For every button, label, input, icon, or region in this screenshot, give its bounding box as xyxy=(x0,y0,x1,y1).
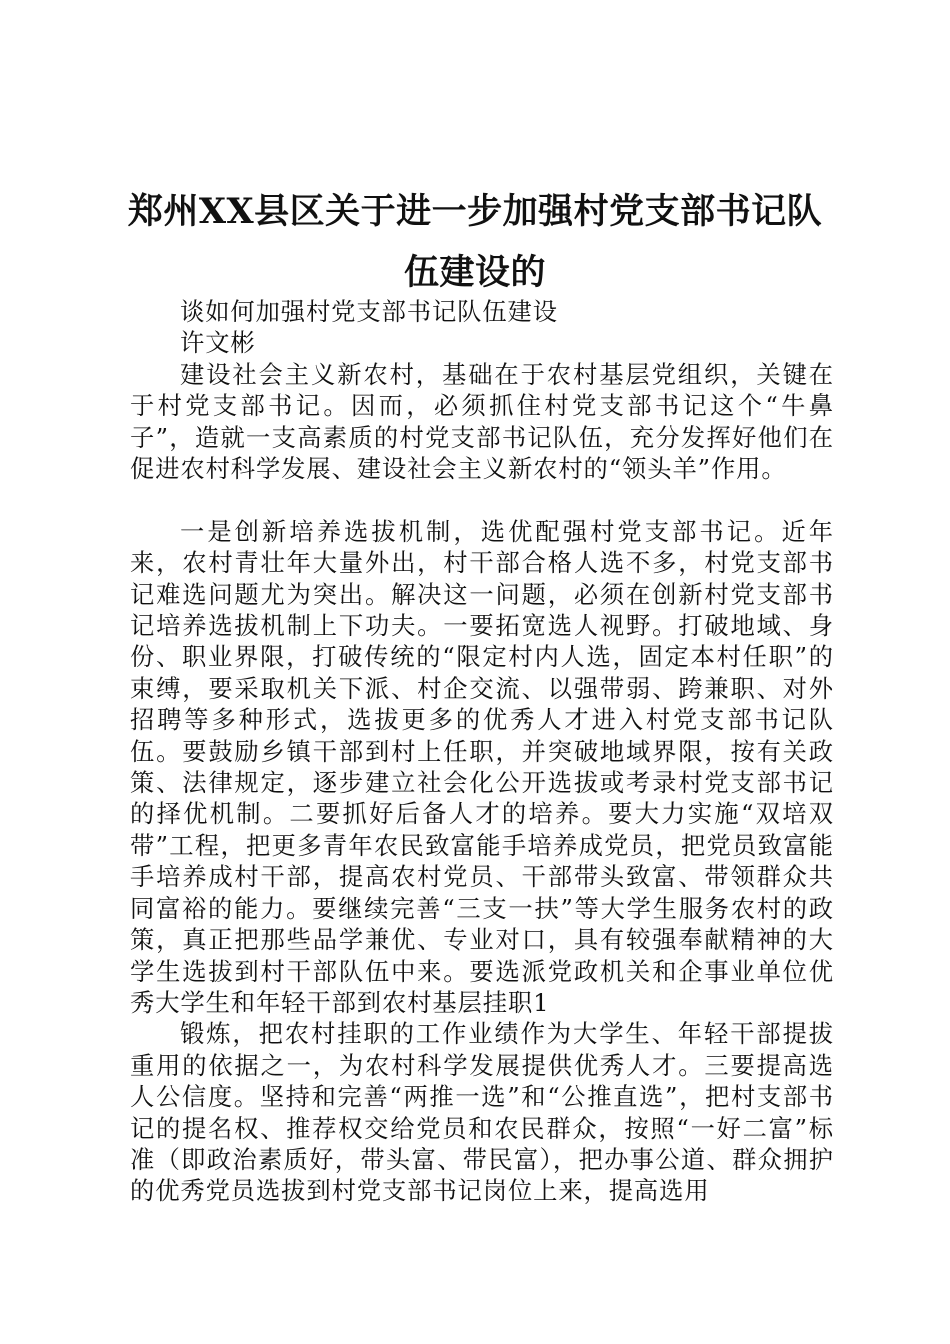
document-title-line-1: 郑州XX县区关于进一步加强村党支部书记队 xyxy=(127,191,823,232)
subtitle: 谈如何加强村党支部书记队伍建设 xyxy=(180,297,558,326)
author: 许文彬 xyxy=(180,328,256,358)
paragraph-section-one: 一是创新培养选拔机制，选优配强村党支部书记。近年来，农村青壮年大量外出，村干部合格人选不多，村党支部书记难选问题尤为突出。解决这一问题，必须在创新村党支部书记培养选拔机制上下功夫。一要拓宽选人视野。打破地域、身份、职业界限，打破传统的“限定村内人选，固定本村任职”的束缚，要采取机关下派、村企交流、以强带弱、跨兼职、对外招聘等多种形式，选拔更多的优秀人才进入村党支部书记队伍。要鼓励乡镇干部到村上任职，并突破地域界限，按有关政策、法律规定，逐步建立社会化公开选拔或考录村党支部书记的择优机制。二要抓好后备人才的培养。要大力实施“双培双带”工程，把更多青年农民致富能手培养成党员，把党员致富能手培养成村干部，提高农村党员、干部带头致富、带领群众共同富裕的能力。要继续完善“三支一扶”等大学生服务农村的政策，真正把那些品学兼优、专业对口，具有较强奉献精神的大学生选拔到村干部队伍中来。要选派党政机关和企事业单位优秀大学生和年轻干部到农村基层挂职1 xyxy=(130,516,834,1017)
document-body xyxy=(130,296,834,1207)
document-title-line-2: 伍建设的 xyxy=(403,252,546,293)
paragraph-intro: 建设社会主义新农村，基础在于农村基层党组织，关键在于村党支部书记。因而，必须抓住村党支部书记这个“牛鼻子”，造就一支高素质的村党支部书记队伍，充分发挥好他们在促进农村科学发展、建设社会主义新农村的“领头羊”作用。 xyxy=(130,359,834,484)
paragraph-continuation: 锻炼，把农村挂职的工作业绩作为大学生、年轻干部提拔重用的依据之一，为农村科学发展提供优秀人才。三要提高选人公信度。坚持和完善“两推一选”和“公推直选”，把村支部书记的提名权、推荐权交给党员和农民群众，按照“一好二富”标准（即政治素质好，带头富、带民富），把办事公道、群众拥护的优秀党员选拔到村党支部书记岗位上来，提高选用 xyxy=(130,1019,834,1206)
